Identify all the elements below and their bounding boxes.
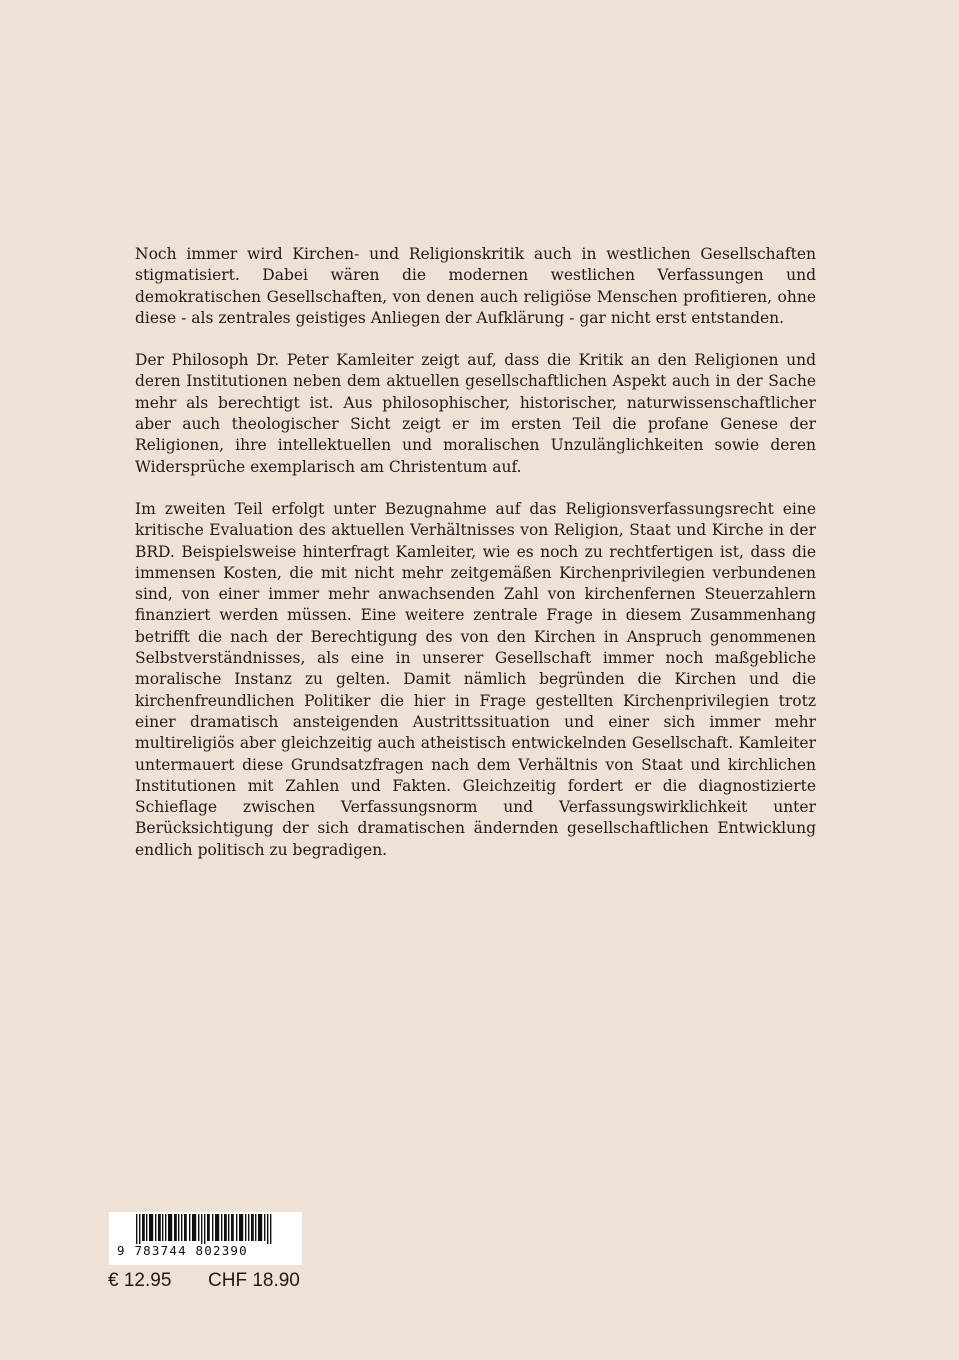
back-cover-blurb: [135, 244, 816, 882]
isbn-barcode: [109, 1212, 302, 1265]
price-chf: CHF 18.90: [208, 1270, 300, 1291]
price-eur: € 12.95: [108, 1270, 172, 1291]
ean13-barcode-icon: [109, 1212, 302, 1244]
blurb-paragraph-1: Noch immer wird Kirchen- und Religionskritik auch in westlichen Gesellschaften stigmatisiert. Dabei wären die modernen westlichen Verfassungen und demokratischen Gesellschaften, von denen auch religiöse Menschen profitieren, ohne diese - als zentrales geistiges Anliegen der Aufklärung - gar nicht erst entstanden.: [135, 245, 816, 327]
blurb-paragraph-3: Im zweiten Teil erfolgt unter Bezugnahme auf das Religionsverfassungsrecht eine kritische Evaluation des aktuellen Verhältnisses von Religion, Staat und Kirche in der BRD. Beispielsweise hinterfragt Kamleiter, wie es noch zu rechtfertigen ist, dass die immensen Kosten, die mit nicht mehr zeitgemäßen Kirchenprivilegien verbundenen sind, von einer immer mehr anwachsenden Zahl von kirchenfernen Steuerzahlern finanziert werden müssen. Eine weitere zentrale Frage in diesem Zusammenhang betrifft die nach der Berechtigung des von den Kirchen in Anspruch genommenen Selbstverständnisses, als eine in unserer Gesellschaft immer noch maßgebliche moralische Instanz zu gelten. Damit nämlich begründen die Kirchen und die kirchenfreundlichen Politiker die hier in Frage gestellten Kirchenprivilegien trotz einer dramatisch ansteigenden Austrittssituation und einer sich immer mehr multireligiös aber gleichzeitig auch atheistisch entwickelnden Gesellschaft. Kamleiter untermauert diese Grundsatzfragen nach dem Verhältnis von Staat und kirchlichen Institutionen mit Zahlen und Fakten. Gleichzeitig fordert er die diagnostizierte Schieflage zwischen Verfassungsnorm und Verfassungswirklichkeit unter Berücksichtigung der sich dramatischen ändernden gesellschaftlichen Entwicklung endlich politisch zu begradigen.: [135, 499, 816, 859]
blurb-paragraph-2: Der Philosoph Dr. Peter Kamleiter zeigt auf, dass die Kritik an den Religionen und deren Institutionen neben dem aktuellen gesellschaftlichen Aspekt auch in der Sache mehr als berechtigt ist. Aus philosophischer, historischer, naturwissenschaftlicher aber auch theologischer Sicht zeigt er im ersten Teil die profane Genese der Religionen, ihre intellektuellen und moralischen Unzulänglichkeiten sowie deren Widersprüche exemplarisch am Christentum auf.: [135, 351, 816, 476]
isbn-digits: 9 783744 802390: [117, 1243, 248, 1258]
